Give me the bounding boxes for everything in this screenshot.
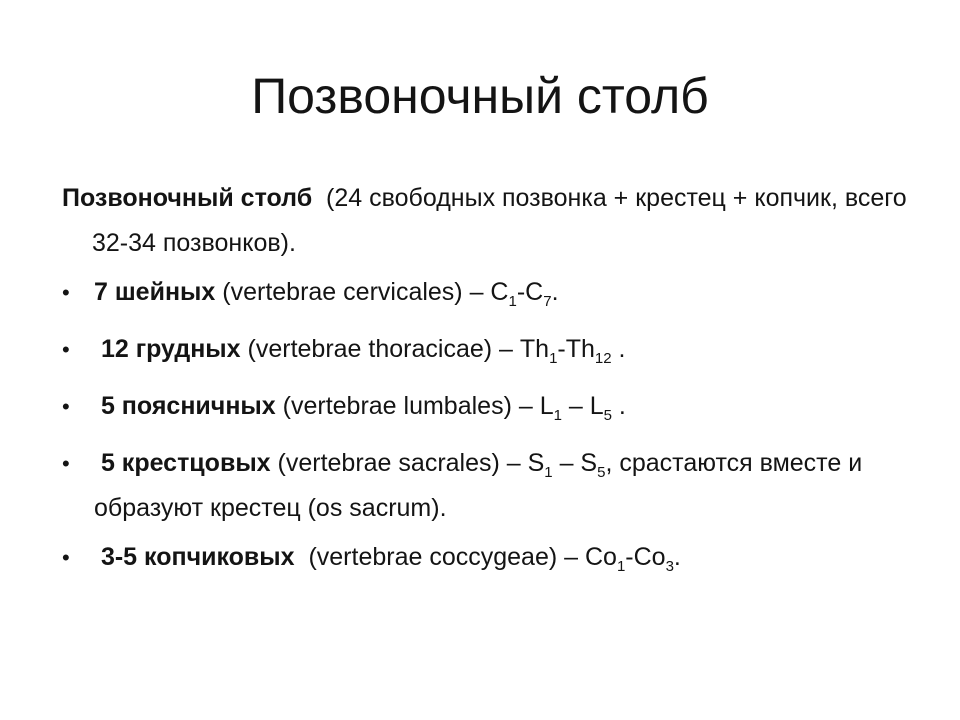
item-mid: – S (552, 449, 598, 477)
bullet-dot-icon: • (62, 451, 70, 476)
bullet-dot-icon: • (62, 545, 70, 570)
item-sub-second: 7 (543, 293, 552, 310)
item-mid: -Co (625, 543, 666, 571)
item-end: , срастаются вместе и образуют крестец (os sacrum). (94, 449, 863, 522)
item-sub-first: 1 (549, 350, 558, 367)
item-text: (vertebrae sacrales) – S (270, 449, 545, 477)
bullet-dot-icon: • (62, 337, 70, 362)
item-end: . (611, 392, 626, 420)
intro-text: (24 свободных позвонка + крестец + копчик, всего 32-34 позвонков). (92, 184, 907, 257)
item-bold: 5 крестцовых (100, 449, 271, 477)
slide-content (62, 176, 922, 580)
list-item-coccygeal (62, 535, 922, 580)
item-sub-second: 5 (603, 407, 612, 424)
list-item-thoracic (62, 327, 922, 372)
item-sub-first: 1 (616, 558, 626, 575)
item-bold: 7 шейных (94, 278, 216, 306)
item-bold: 12 грудных (100, 335, 241, 363)
item-sub-second: 3 (665, 558, 674, 575)
item-mid: – L (561, 392, 604, 420)
item-sub-first: 1 (553, 407, 562, 424)
item-end: . (673, 543, 681, 571)
item-sub-second: 12 (594, 350, 612, 367)
item-end: . (611, 335, 626, 363)
bullet-dot-icon: • (62, 280, 70, 305)
slide-title: Позвоночный столб (251, 68, 709, 124)
item-text: (vertebrae coccygeae) – Co (294, 543, 617, 571)
item-mid: -C (516, 278, 544, 306)
bullet-dot-icon: • (62, 394, 70, 419)
item-text: (vertebrae thoracicae) – Th (240, 335, 550, 363)
intro-paragraph (62, 176, 922, 266)
intro-bold: Позвоночный столб (62, 184, 313, 212)
item-end: . (551, 278, 559, 306)
vertebrae-list (62, 270, 922, 580)
item-sub-first: 1 (544, 464, 553, 481)
list-item-lumbar (62, 384, 922, 429)
item-mid: -Th (557, 335, 595, 363)
list-item-cervical (62, 270, 922, 315)
item-bold: 5 поясничных (100, 392, 276, 420)
item-sub-second: 5 (597, 464, 606, 481)
item-bold: 3-5 копчиковых (100, 543, 295, 571)
item-text: (vertebrae lumbales) – L (275, 392, 554, 420)
list-item-sacral (62, 441, 922, 531)
item-sub-first: 1 (508, 293, 517, 310)
item-text: (vertebrae cervicales) – C (215, 278, 509, 306)
